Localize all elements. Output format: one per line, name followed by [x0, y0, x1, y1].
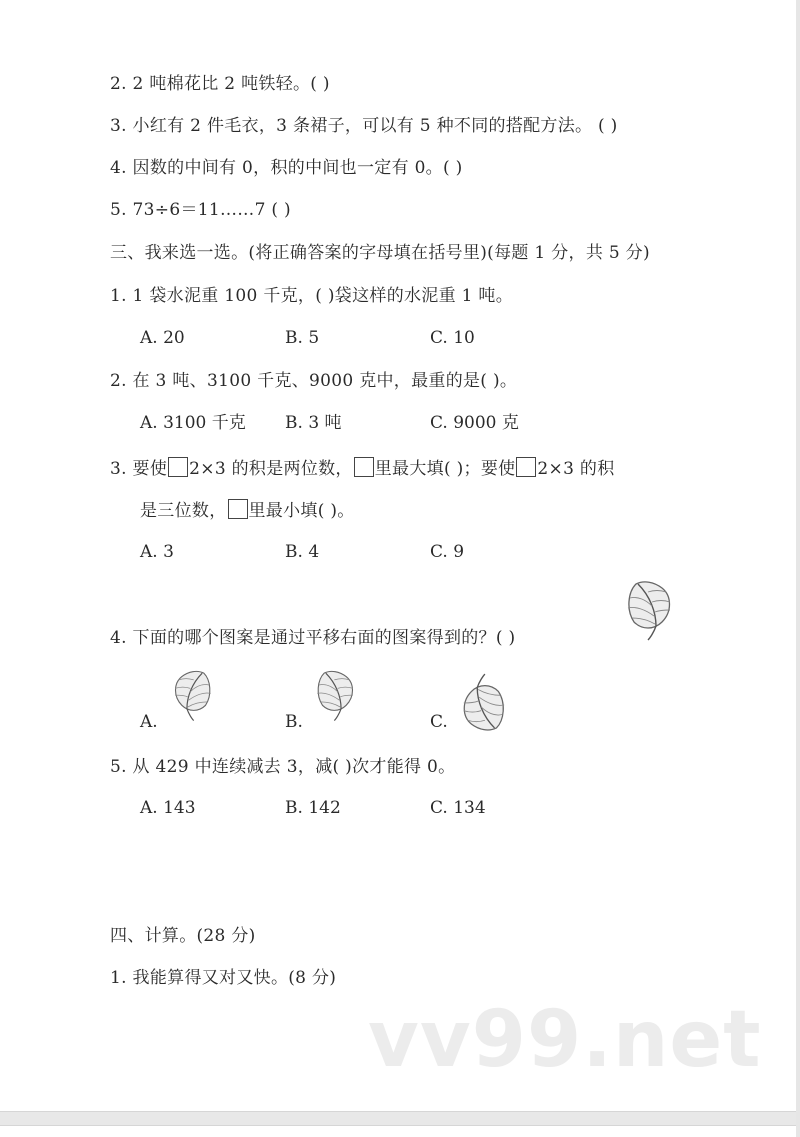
item-text: 小红有 2 件毛衣，3 条裙子，可以有 5 种不同的搭配方法。 ( ) — [132, 116, 618, 136]
reference-leaf-icon — [624, 580, 676, 642]
q2-option-c: C. 9000 克 — [430, 413, 519, 433]
question-number: 5. — [110, 757, 127, 777]
blank-box — [228, 499, 248, 519]
judge-item-4 — [110, 157, 463, 179]
q1-option-a: A. 20 — [140, 328, 185, 348]
q1-option-c: C. 10 — [430, 328, 475, 348]
q4-option-c-label: C. — [430, 712, 448, 732]
question-number: 1. — [110, 968, 127, 988]
item-text: 因数的中间有 0，积的中间也一定有 0。( ) — [132, 158, 463, 178]
item-text: 2 吨棉花比 2 吨铁轻。( ) — [132, 74, 330, 94]
q4-option-a-label: A. — [140, 712, 158, 732]
blank-box — [516, 457, 536, 477]
question-text: 下面的哪个图案是通过平移右面的图案得到的？( ) — [132, 628, 516, 648]
blank-box — [354, 457, 374, 477]
q5-option-b: B. 142 — [285, 798, 341, 818]
question-number: 1. — [110, 286, 127, 306]
q3-option-a: A. 3 — [140, 542, 174, 562]
watermark: vv99.net — [368, 995, 762, 1085]
question-number: 4. — [110, 628, 127, 648]
question-text: 在 3 吨、3100 千克、9000 克中，最重的是( )。 — [132, 371, 518, 391]
judge-item-2 — [110, 73, 330, 95]
judge-item-3 — [110, 115, 618, 137]
option-b-leaf-icon — [314, 666, 358, 726]
q1-option-b: B. 5 — [285, 328, 320, 348]
choice-question-5 — [110, 756, 455, 778]
page-separator — [0, 1111, 796, 1126]
choice-question-2 — [110, 370, 517, 392]
choice-question-3-line2: 是三位数， 里最小填( )。 — [140, 501, 355, 521]
question-text: 我能算得又对又快。(8 分) — [132, 968, 337, 988]
q5-option-c: C. 134 — [430, 798, 486, 818]
q4-option-b-label: B. — [285, 712, 303, 732]
item-number: 2. — [110, 74, 127, 94]
item-text: 73÷6＝11……7 ( ) — [132, 200, 291, 220]
q2-option-b: B. 3 吨 — [285, 413, 342, 433]
blank-box — [168, 457, 188, 477]
question-text: 1 袋水泥重 100 千克，( )袋这样的水泥重 1 吨。 — [132, 286, 514, 306]
item-number: 3. — [110, 116, 127, 136]
question-text: 从 429 中连续减去 3，减( )次才能得 0。 — [132, 757, 456, 777]
section3-heading: 三、我来选一选。(将正确答案的字母填在括号里)(每题 1 分，共 5 分) — [110, 243, 650, 263]
option-c-leaf-icon — [458, 672, 508, 732]
question-number: 3. — [110, 459, 127, 479]
question-number: 2. — [110, 371, 127, 391]
item-number: 4. — [110, 158, 127, 178]
q3-option-b: B. 4 — [285, 542, 320, 562]
judge-item-5 — [110, 199, 291, 221]
q5-option-a: A. 143 — [140, 798, 196, 818]
choice-question-4 — [110, 627, 515, 649]
choice-question-1 — [110, 285, 513, 307]
q3-option-c: C. 9 — [430, 542, 465, 562]
option-a-leaf-icon — [170, 666, 214, 726]
section4-heading: 四、计算。(28 分) — [110, 926, 256, 946]
choice-question-3: 3. 要使 2×3 的积是两位数， 里最大填( )；要使 2×3 的积 — [110, 459, 615, 479]
q2-option-a: A. 3100 千克 — [140, 413, 246, 433]
item-number: 5. — [110, 200, 127, 220]
section4-subquestion-1 — [110, 967, 336, 989]
scrollbar-track[interactable] — [796, 0, 800, 1137]
